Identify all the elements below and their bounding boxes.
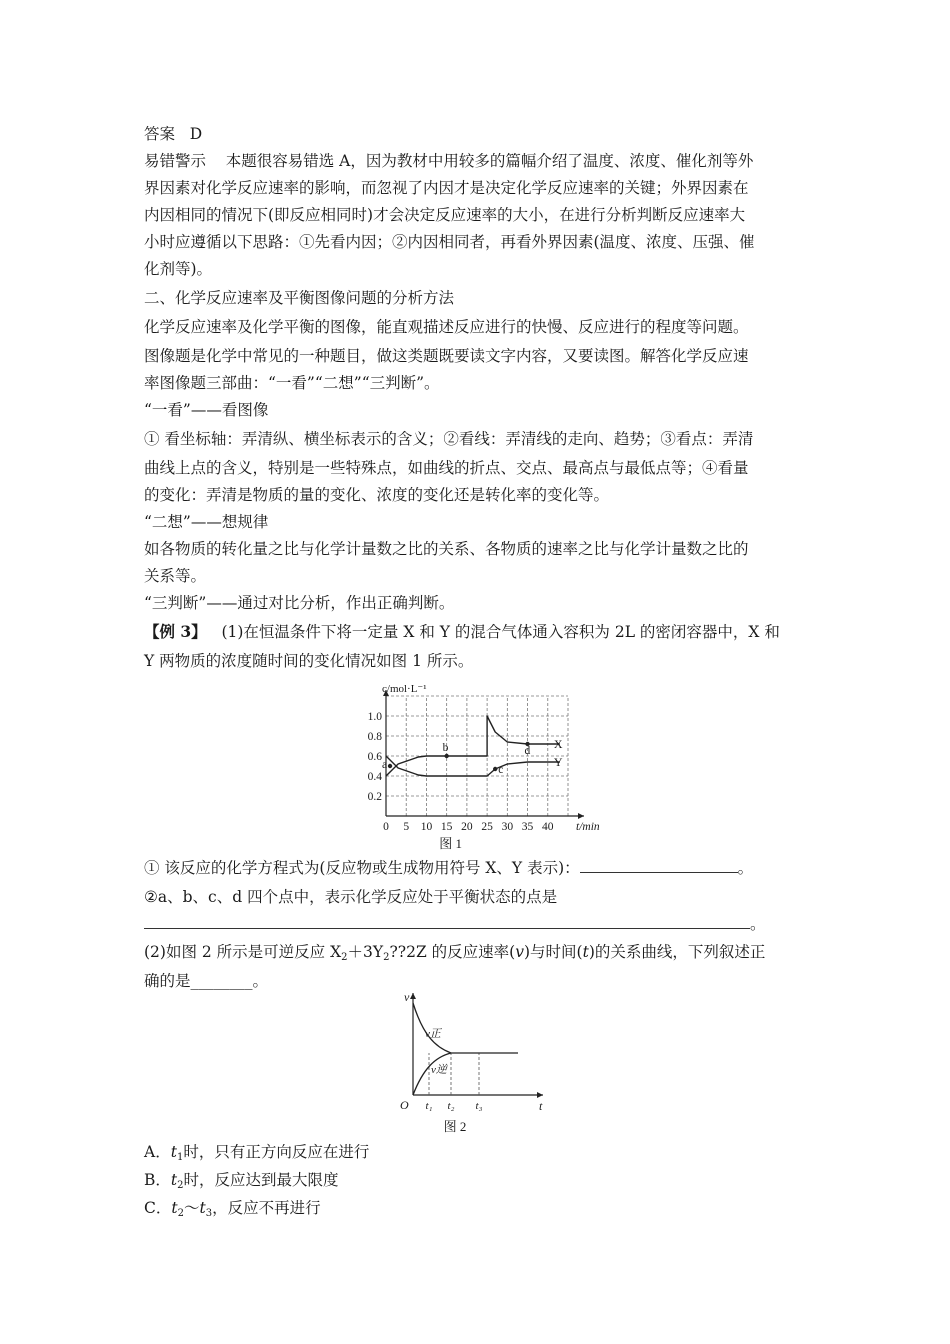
judge-line: “三判断”——通过对比分析，作出正确判断。 — [144, 594, 455, 612]
look-line-2: 曲线上点的含义，特别是一些特殊点，如曲线的折点、交点、最高点与最低点等；④看量 — [144, 459, 749, 477]
example-tag: 【例 3】 — [144, 622, 207, 641]
warning-label: 易错警示 — [144, 152, 207, 170]
x-tick-label: 15 — [440, 821, 453, 833]
y-tick-label: 1.0 — [367, 711, 382, 723]
answer-blank-2[interactable] — [144, 914, 750, 929]
question-1: ① 该反应的化学方程式为(反应物或生成物用符号 X、Y 表示)： 。 — [144, 859, 754, 877]
x-axis-label: t — [539, 1099, 543, 1113]
intro-line-3: 率图像题三部曲：“一看”“二想”“三判断”。 — [144, 374, 440, 392]
y-tick-label: 0.4 — [367, 771, 382, 783]
x-tick-label: t₃ — [475, 1100, 483, 1112]
y-tick-label: 0.8 — [367, 731, 382, 743]
intro-line-1: 化学反应速率及化学平衡的图像，能直观描述反应进行的快慢、反应进行的程度等问题。 — [144, 318, 749, 336]
y-tick-label: 0.2 — [367, 791, 382, 803]
figure-1-caption: 图 1 — [439, 836, 463, 850]
x-axis-label: t/min — [576, 821, 600, 833]
point-c-label: c — [498, 764, 504, 776]
look-line-1: ① 看坐标轴：弄清纵、横坐标表示的含义；②看线：弄清线的走向、趋势；③看点：弄清 — [144, 430, 754, 448]
answer-value: D — [189, 125, 203, 143]
point-a — [388, 764, 392, 768]
warning-line-1: 易错警示 本题很容易错选 A，因为教材中用较多的篇幅介绍了温度、浓度、催化剂等外 — [144, 152, 754, 170]
intro-line-2: 图像题是化学中常见的一种题目，做这类题既要读文字内容，又要读图。解答化学反应速 — [144, 347, 749, 365]
x-tick-label: 40 — [542, 821, 554, 833]
option-a[interactable]: A．$t_1$时，只有正方向反应在进行 — [144, 1143, 370, 1163]
warning-line-5: 化剂等)。 — [144, 260, 213, 278]
point-c — [493, 767, 497, 771]
answer-line — [144, 124, 202, 144]
think-line-2: 关系等。 — [144, 567, 207, 585]
part2-line-2: 确的是________。 — [144, 972, 269, 990]
point-b-label: b — [442, 742, 449, 754]
example-line-1: 【例 3】 (1)在恒温条件下将一定量 X 和 Y 的混合气体通入容积为 2L 的密闭容器中，X 和 — [144, 622, 780, 641]
warning-line-3: 内因相同的情况下(即反应相同时)才会决定反应速率的大小，在进行分析判断反应速率大 — [144, 206, 746, 224]
part2-line-1: (2)如图 2 所示是可逆反应 $X_2+3Y_2??2Z$ 的反应速率(v)与时间(t)的关系曲线，下列叙述正 — [144, 943, 766, 963]
series-x-label: X — [553, 737, 563, 751]
look-line-3: 的变化：弄清是物质的量的变化、浓度的变化还是转化率的变化等。 — [144, 486, 610, 504]
option-c[interactable]: C．$t_2\sim t_3$，反应不再进行 — [144, 1199, 321, 1219]
option-b[interactable]: B．$t_2$时，反应达到最大限度 — [144, 1171, 339, 1191]
x-tick-label: 5 — [403, 821, 410, 833]
point-a-label: a — [382, 759, 388, 771]
series-v-reverse-label: v逆 — [431, 1064, 447, 1076]
example-line-2: Y 两物质的浓度随时间的变化情况如图 1 所示。 — [144, 652, 474, 670]
section-heading: 二、化学反应速率及平衡图像问题的分析方法 — [144, 289, 455, 307]
warning-line-2: 界因素对化学反应速率的影响，而忽视了内因才是决定化学反应速率的关键；外界因素在 — [144, 179, 749, 197]
answer-blank-1[interactable] — [580, 858, 738, 873]
think-title: “二想”——想规律 — [144, 513, 269, 531]
series-y-label: Y — [553, 755, 563, 769]
x-tick-label: 0 — [383, 821, 389, 833]
question-2: ②a、b、c、d 四个点中，表示化学反应处于平衡状态的点是 — [144, 888, 558, 906]
x-axis-arrow — [578, 813, 584, 819]
question-2-blank-line: 。 — [144, 914, 766, 934]
x-tick-label: t₂ — [447, 1100, 455, 1112]
x-tick-label: t₁ — [425, 1100, 433, 1112]
answer-label: 答案 — [144, 125, 176, 143]
x-tick-label: 10 — [420, 821, 433, 833]
point-b — [444, 754, 448, 758]
y-tick-label: 0.6 — [367, 751, 382, 763]
figure-2-chart — [395, 985, 555, 1135]
origin-label: O — [400, 1098, 409, 1112]
x-tick-label: 25 — [481, 821, 493, 833]
figure-2-caption: 图 2 — [443, 1119, 467, 1134]
look-title: “一看”——看图像 — [144, 401, 269, 419]
series-v-forward-label: v正 — [425, 1028, 441, 1040]
point-d-label: d — [524, 745, 531, 757]
series-x-line — [386, 716, 560, 776]
x-axis-arrow — [537, 1092, 543, 1098]
x-tick-label: 30 — [501, 821, 514, 833]
warning-line-4: 小时应遵循以下思路：①先看内因；②内因相同者，再看外界因素(温度、浓度、压强、催 — [144, 233, 755, 251]
think-line-1: 如各物质的转化量之比与化学计量数之比的关系、各物质的速率之比与化学计量数之比的 — [144, 540, 749, 558]
y-axis-arrow — [410, 993, 416, 999]
figure-1-chart — [350, 680, 610, 850]
y-axis-label: c/mol·L⁻¹ — [382, 683, 427, 695]
x-tick-label: 35 — [521, 821, 534, 833]
x-tick-label: 20 — [461, 821, 473, 833]
y-axis-label: v — [404, 990, 410, 1004]
